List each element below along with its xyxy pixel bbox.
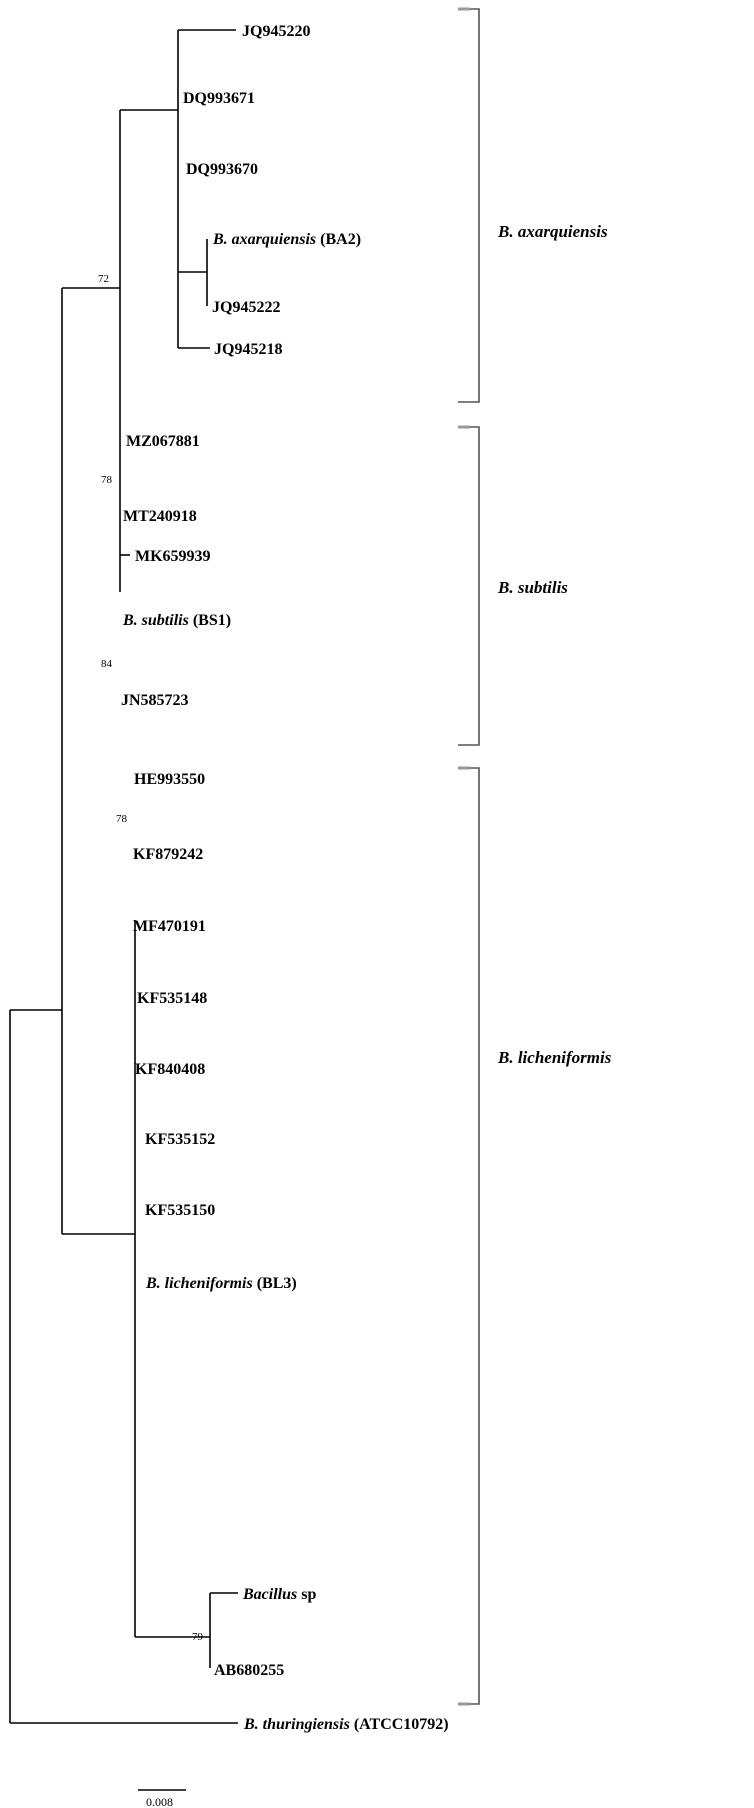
tip-label-bacillus-sp: Bacillus sp — [243, 1586, 317, 1603]
support-value-subtilis: 78 — [101, 474, 112, 486]
tip-label-KF535152: KF535152 — [145, 1131, 216, 1148]
scale-bar-label: 0.008 — [146, 1795, 173, 1808]
support-value-licheniformis: 78 — [116, 813, 127, 825]
tip-label-AB680255: AB680255 — [214, 1662, 285, 1679]
tip-label-JQ945218: JQ945218 — [214, 341, 283, 358]
tip-label-JN585723: JN585723 — [121, 692, 189, 709]
tip-label-MZ067881: MZ067881 — [126, 433, 200, 450]
tip-label-KF840408: KF840408 — [135, 1061, 206, 1078]
tip-label-BL3: B. licheniformis (BL3) — [146, 1275, 297, 1292]
tip-label-KF879242: KF879242 — [133, 846, 204, 863]
tree-branches — [10, 30, 238, 1723]
tip-label-thuringiensis: B. thuringiensis (ATCC10792) — [244, 1716, 449, 1733]
tip-label-DQ993671: DQ993671 — [183, 90, 255, 107]
clade-names — [497, 222, 612, 1067]
tip-label-KF535148: KF535148 — [137, 990, 208, 1007]
tip-label-BA2: B. axarquiensis (BA2) — [213, 231, 362, 248]
clade-name-axarquiensis: B. axarquiensis — [498, 222, 608, 241]
support-values — [98, 273, 204, 1643]
clade-bracket-licheniformis — [458, 768, 479, 1704]
tip-label-JQ945220: JQ945220 — [242, 23, 311, 40]
tip-label-MT240918: MT240918 — [123, 508, 197, 525]
tip-labels — [121, 23, 449, 1733]
scale-bar — [138, 1790, 186, 1808]
tip-label-BS1: B. subtilis (BS1) — [123, 612, 232, 629]
tip-label-MK659939: MK659939 — [135, 548, 211, 565]
support-value-axarquiensis: 72 — [98, 273, 109, 285]
clade-name-licheniformis: B. licheniformis — [498, 1048, 612, 1067]
tip-label-DQ993670: DQ993670 — [186, 161, 258, 178]
tip-label-KF535150: KF535150 — [145, 1202, 216, 1219]
support-value-subtilis-sub: 84 — [101, 658, 112, 670]
clade-bracket-axarquiensis — [458, 9, 479, 402]
clade-name-subtilis: B. subtilis — [498, 578, 568, 597]
support-value-bacillus-sp: 79 — [192, 1631, 203, 1643]
tip-label-HE993550: HE993550 — [134, 771, 206, 788]
tip-label-MF470191: MF470191 — [133, 918, 206, 935]
clade-brackets — [458, 9, 479, 1704]
clade-bracket-subtilis — [458, 427, 479, 745]
tip-label-JQ945222: JQ945222 — [212, 299, 281, 316]
